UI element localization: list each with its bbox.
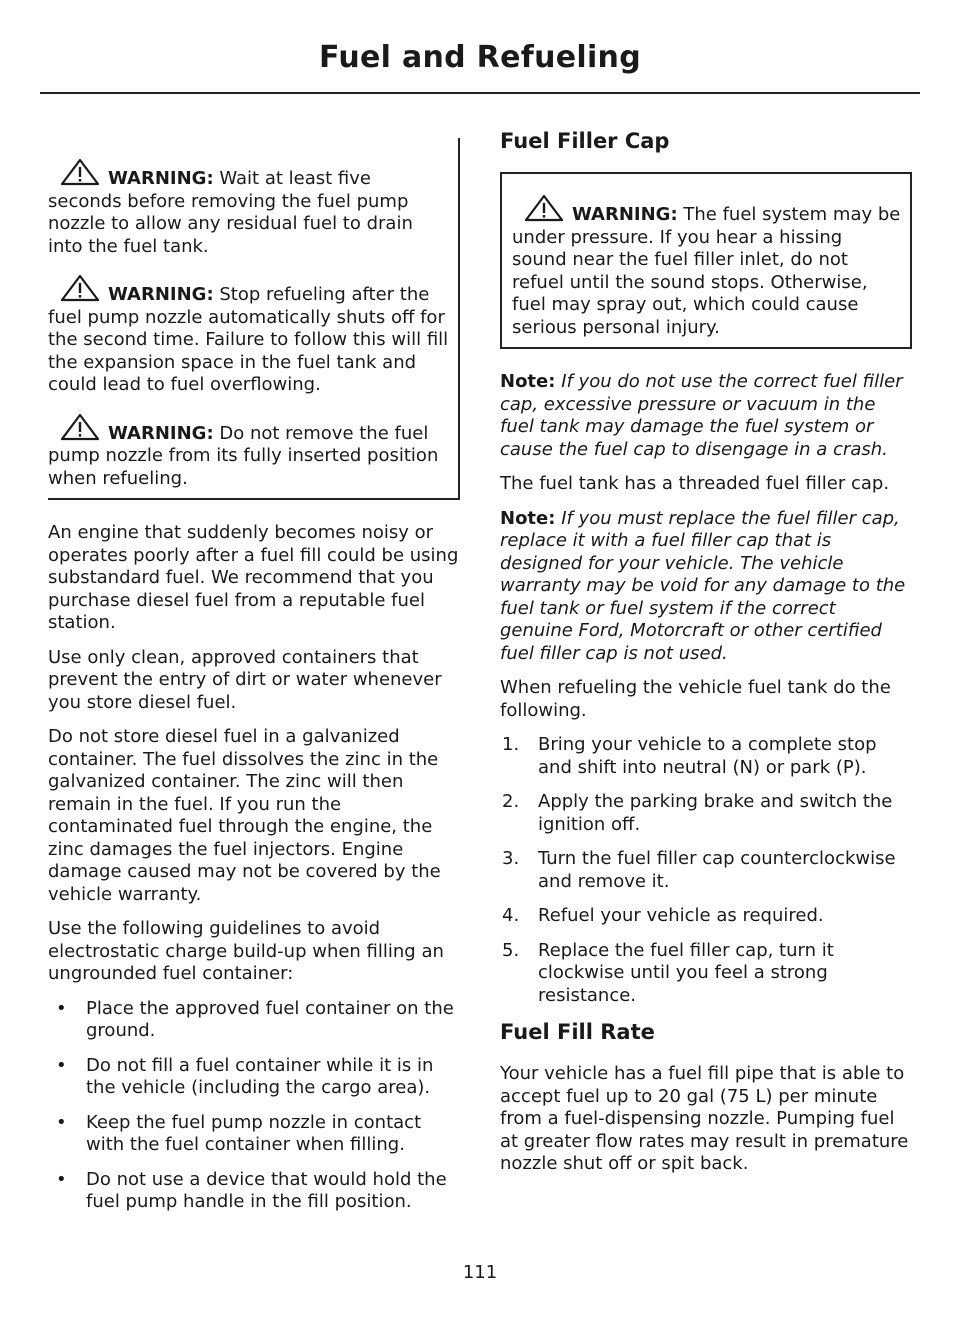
page-header bbox=[40, 0, 920, 94]
left-column bbox=[48, 128, 460, 1226]
step-number: 2. bbox=[502, 791, 520, 812]
section-heading-fuel-filler-cap: Fuel Filler Cap bbox=[500, 129, 670, 153]
warning-triangle-icon bbox=[60, 413, 100, 441]
list-item-text: Place the approved fuel container on the ground. bbox=[86, 997, 454, 1041]
warning-label: WARNING: bbox=[572, 204, 678, 225]
note-label: Note: bbox=[500, 507, 556, 529]
warning-paragraph bbox=[512, 194, 902, 339]
bullet-marker: • bbox=[56, 1168, 67, 1190]
warning-triangle-icon bbox=[60, 274, 100, 302]
warning-box bbox=[500, 172, 912, 349]
warning-label: WARNING: bbox=[108, 422, 214, 444]
warning-label: WARNING: bbox=[108, 284, 214, 305]
step-text: Refuel your vehicle as required. bbox=[538, 905, 824, 926]
step-item bbox=[500, 848, 912, 893]
warning-text: The fuel system may be under pressure. If you hear a hissing sound near the fuel filler inlet, do not refuel until the sound stops. Otherwise, fuel may spray out, which could cause serious personal injury. bbox=[512, 204, 901, 338]
body-paragraph: Use the following guidelines to avoid electrostatic charge build-up when filling an ungrounded fuel container: bbox=[48, 918, 444, 984]
body-paragraph: Use only clean, approved containers that prevent the entry of dirt or water whenever you store diesel fuel. bbox=[48, 646, 442, 713]
section-heading-fuel-fill-rate: Fuel Fill Rate bbox=[500, 1020, 655, 1044]
warning-triangle-icon bbox=[524, 194, 564, 222]
step-item bbox=[500, 940, 912, 1008]
body-paragraph: Do not store diesel fuel in a galvanized container. The fuel dissolves the zinc in the galvanized container. The zinc will then remain in the fuel. If you run the contaminated fuel through the engine, the zinc damages the fuel injectors. Engine damage caused may not be covered by the vehicle warranty. bbox=[48, 726, 441, 905]
note-text: If you must replace the fuel filler cap, replace it with a fuel filler cap that is designed for your vehicle. The vehicle warranty may be void for any damage to the fuel tank or fuel system if the correct genuine Ford, Motorcraft or other certified fuel filler cap is not used. bbox=[500, 507, 906, 664]
note-text: If you do not use the correct fuel filler cap, excessive pressure or vacuum in the fuel tank may damage the fuel system or cause the fuel cap to disengage in a crash. bbox=[500, 371, 903, 460]
warning-text: Stop refueling after the fuel pump nozzle automatically shuts off for the second time. Failure to follow this will fill the expansion space in the fuel tank and could lead to fuel overflowing. bbox=[48, 284, 449, 395]
step-text: Replace the fuel filler cap, turn it clockwise until you feel a strong resistance. bbox=[538, 939, 834, 1006]
bullet-marker: • bbox=[56, 1054, 67, 1076]
body-paragraph: The fuel tank has a threaded fuel filler cap. bbox=[500, 473, 890, 494]
step-number: 3. bbox=[502, 848, 520, 869]
warning-text: Do not remove the fuel pump nozzle from its fully inserted position when refueling. bbox=[48, 422, 439, 489]
step-number: 5. bbox=[502, 939, 520, 961]
list-item bbox=[48, 1169, 460, 1214]
step-item bbox=[500, 791, 912, 836]
body-paragraph: When refueling the vehicle fuel tank do the following. bbox=[500, 677, 891, 721]
note-paragraph bbox=[500, 371, 912, 461]
step-text: Apply the parking brake and switch the ignition off. bbox=[538, 791, 893, 835]
list-item bbox=[48, 1055, 460, 1100]
list-item-text: Keep the fuel pump nozzle in contact with the fuel container when filling. bbox=[86, 1111, 422, 1155]
step-item bbox=[500, 734, 912, 779]
warning-label: WARNING: bbox=[108, 168, 214, 189]
warning-paragraph bbox=[48, 413, 450, 491]
list-item-text: Do not fill a fuel container while it is in the vehicle (including the cargo area). bbox=[86, 1054, 434, 1098]
body-paragraph: Your vehicle has a fuel fill pipe that is able to accept fuel up to 20 gal (75 L) per minute from a fuel-dispensing nozzle. Pumping fuel at greater flow rates may result in premature nozzle shut off or spit back. bbox=[500, 1063, 909, 1174]
warning-text: Wait at least five seconds before removing the fuel pump nozzle to allow any residual fuel to drain into the fuel tank. bbox=[48, 168, 413, 257]
note-label: Note: bbox=[500, 371, 556, 392]
body-paragraph: An engine that suddenly becomes noisy or operates poorly after a fuel fill could be using substandard fuel. We recommend that you purchase diesel fuel from a reputable fuel station. bbox=[48, 522, 459, 633]
warning-box bbox=[48, 138, 460, 500]
page-number: 111 bbox=[462, 1262, 498, 1283]
refuel-steps-list bbox=[500, 734, 912, 1007]
warning-paragraph bbox=[48, 274, 450, 397]
step-number: 1. bbox=[502, 734, 520, 755]
step-text: Turn the fuel filler cap counterclockwise and remove it. bbox=[538, 848, 896, 892]
step-number: 4. bbox=[502, 905, 520, 926]
warning-triangle-icon bbox=[60, 158, 100, 186]
note-paragraph bbox=[500, 508, 912, 666]
guideline-list bbox=[48, 998, 460, 1214]
step-item bbox=[500, 905, 912, 928]
step-text: Bring your vehicle to a complete stop and shift into neutral (N) or park (P). bbox=[538, 734, 877, 778]
right-column bbox=[500, 128, 912, 1188]
list-item bbox=[48, 1112, 460, 1157]
bullet-marker: • bbox=[56, 997, 67, 1019]
list-item-text: Do not use a device that would hold the fuel pump handle in the fill position. bbox=[86, 1168, 447, 1212]
warning-paragraph bbox=[48, 158, 450, 258]
page-title: Fuel and Refueling bbox=[319, 40, 641, 75]
list-item bbox=[48, 998, 460, 1043]
bullet-marker: • bbox=[56, 1111, 67, 1133]
